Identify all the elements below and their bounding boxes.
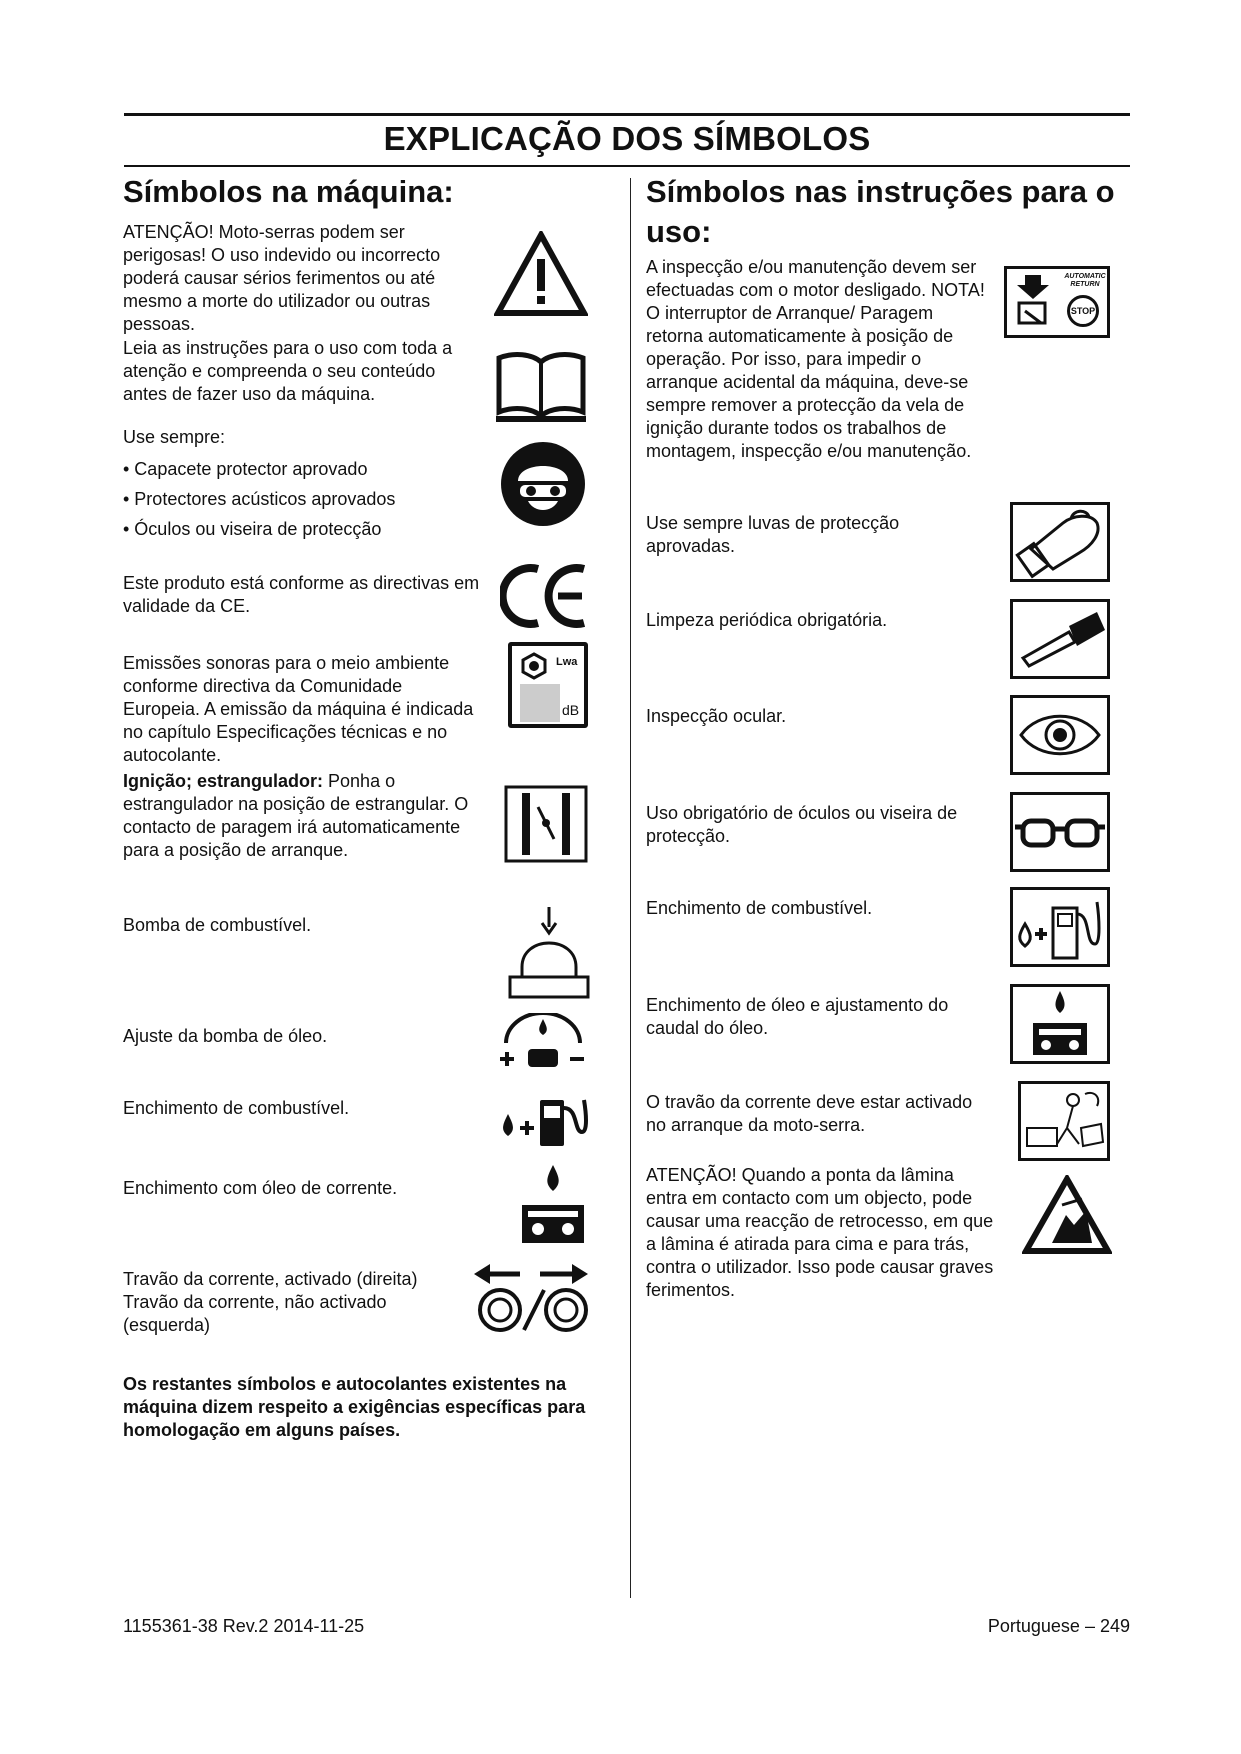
read-manual-text: Leia as instruções para o uso com toda a atenção e compreenda o seu conteúdo antes de fazer uso da máquina. [123,338,453,404]
inspection-text: A inspecção e/ou manutenção devem ser efectuadas com o motor desligado. NOTA! O interruptor de Arranque/ Paragem retorna automaticamente à posição de operação. Por isso, para impedir o arranque acidental da máquina, deve-se sempre remover a protecção da vela de ignição durante todos os trabalhos de montagem, inspecção e/ou manutenção. [646,257,985,461]
oil-pump-text: Ajuste da bomba de óleo. [123,1026,328,1046]
fuel-pump-icon [508,905,590,1001]
fuel-fill-text: Enchimento de combustível. [123,1098,350,1118]
oil-pump-adjust-icon [496,1013,590,1073]
oil-fill-icon [1010,984,1110,1064]
fuel-text: Enchimento de combustível. [646,898,873,918]
right-heading: Símbolos nas instruções para o uso: [646,174,1115,249]
chain-brake-text-2: Travão da corrente, não activado (esquerda) [123,1292,387,1335]
closing-note: Os restantes símbolos e autocolantes existentes na máquina dizem respeito a exigências específicas para homologação em alguns países. [123,1374,586,1440]
noise-level-icon [508,642,588,728]
ignition-label: Ignição; estrangulador: [123,771,324,791]
warning-triangle-icon [494,231,588,317]
top-rule [124,113,1130,116]
choke-icon [504,785,588,863]
left-heading: Símbolos na máquina: [123,174,454,209]
fuel-fill-icon [496,1088,590,1150]
fuel-pump-text: Bomba de combustível. [123,915,312,935]
page-title: EXPLICAÇÃO DOS SÍMBOLOS [383,120,871,157]
protective-gear-icon [500,441,586,527]
chain-oil-icon [516,1163,590,1247]
visual-inspection-text: Inspecção ocular. [646,706,787,726]
bullet-item: • Capacete protector aprovado [123,459,368,479]
lwa-label: Lwa [556,656,578,668]
chain-oil-text: Enchimento com óleo de corrente. [123,1178,398,1198]
goggles-icon [1010,792,1110,872]
stop-label: STOP [1067,295,1099,327]
chain-brake-text-1: Travão da corrente, activado (direita) [123,1269,418,1289]
use-always-text: Use sempre: [123,427,226,447]
oil-text: Enchimento de óleo e ajustamento do caudal do óleo. [646,995,949,1038]
bullet-item: • Protectores acústicos aprovados [123,489,396,509]
eye-icon [1010,695,1110,775]
kickback-text: ATENÇÃO! Quando a ponta da lâmina entra em contacto com um objecto, pode causar uma reacção de retrocesso, em que a lâmina é atirada para cima e para trás, contra o utilizador. Isso pode causar graves ferimentos. [646,1165,994,1300]
title-underline [124,165,1130,167]
chain-brake-start-icon [1018,1081,1110,1161]
document-number: 1155361-38 Rev.2 2014-11-25 [123,1616,365,1636]
noise-text: Emissões sonoras para o meio ambiente conforme directiva da Comunidade Europeia. A emissão da máquina é indicada no capítulo Especificações técnicas e no autocolante. [123,653,474,765]
bullet-item: • Óculos ou viseira de protecção [123,519,382,539]
refuel-icon [1010,887,1110,967]
gloves-icon [1010,502,1110,582]
auto-return-label: AUTOMATIC RETURN [1064,273,1106,288]
goggles-text: Uso obrigatório de óculos ou viseira de protecção. [646,803,958,846]
book-icon [494,350,588,424]
column-divider [630,178,631,1598]
brake-text: O travão da corrente deve estar activado no arranque da moto-serra. [646,1092,973,1135]
page-number: Portuguese – 249 [987,1616,1130,1636]
warning-text: ATENÇÃO! Moto-serras podem ser perigosas! O uso indevido ou incorrecto poderá causar sérios ferimentos ou até mesmo a morte do utilizador ou outras pessoas. [123,222,441,334]
ignition-text [123,770,483,862]
ce-mark-icon [500,561,590,631]
automatic-return-icon [1004,266,1110,338]
kickback-warning-icon [1022,1175,1112,1255]
brush-icon [1010,599,1110,679]
db-label: dB [562,702,580,718]
gloves-text: Use sempre luvas de protecção aprovadas. [646,513,900,556]
cleaning-text: Limpeza periódica obrigatória. [646,610,888,630]
ce-text: Este produto está conforme as directivas em validade da CE. [123,573,480,616]
chain-brake-icon [470,1262,594,1334]
ignition-description: Ponha o estrangulador na posição de estrangular. O contacto de paragem irá automaticamente para a posição de arranque. [123,771,469,860]
